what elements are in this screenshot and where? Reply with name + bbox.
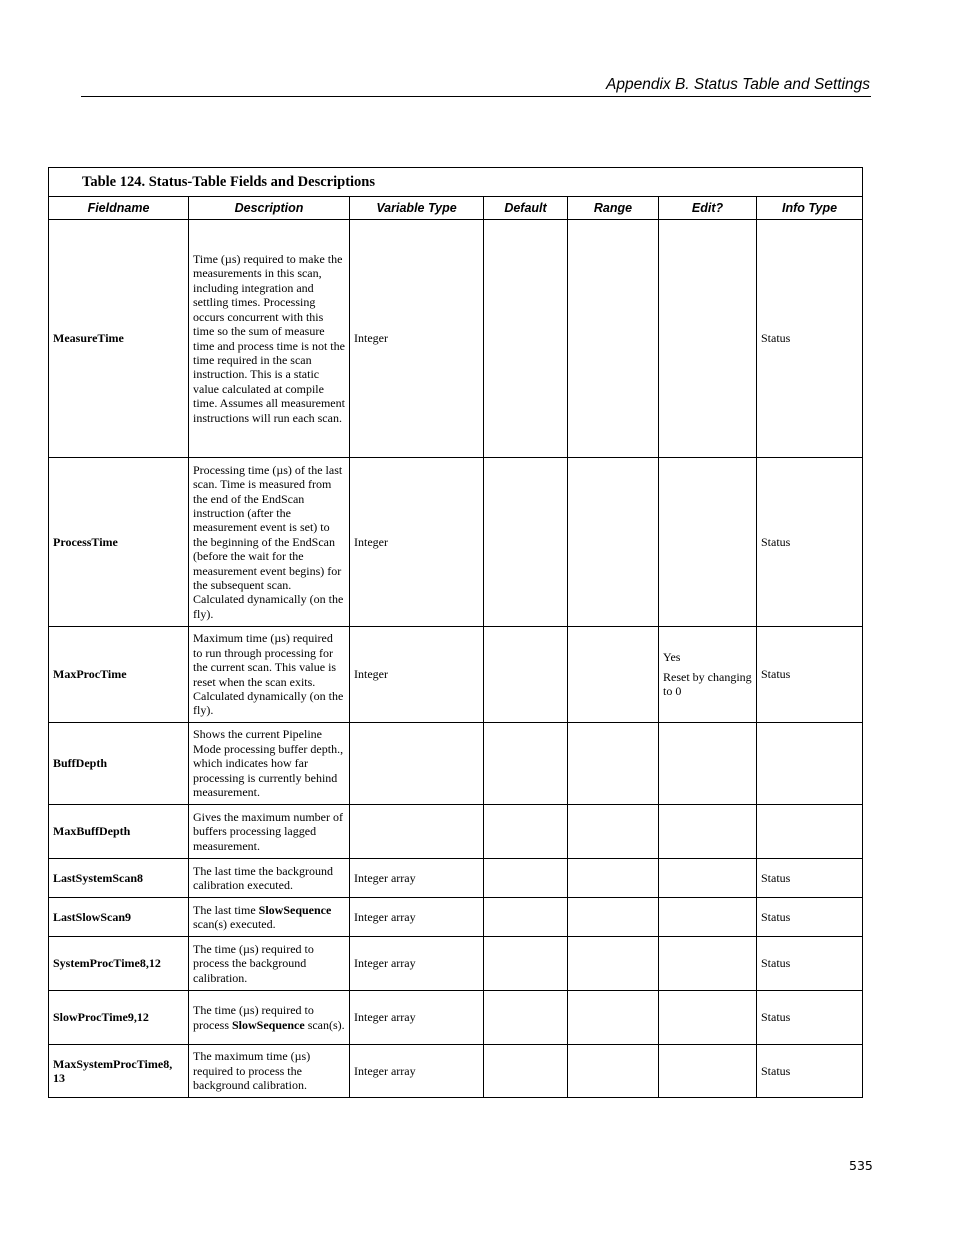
variable-type-cell: Integer array xyxy=(350,991,484,1045)
range-cell xyxy=(568,220,659,458)
edit-cell xyxy=(659,627,757,723)
default-cell xyxy=(484,859,568,898)
column-header-edit: Edit? xyxy=(659,197,757,220)
fieldname-cell: SystemProcTime8,12 xyxy=(49,937,189,991)
description-emphasis: SlowSequence xyxy=(258,902,332,917)
fieldname-cell: MaxProcTime xyxy=(49,627,189,723)
status-table xyxy=(48,167,863,1098)
range-cell xyxy=(568,458,659,627)
range-cell xyxy=(568,991,659,1045)
edit-cell xyxy=(659,723,757,805)
table-row xyxy=(49,859,863,898)
description-text: Processing time (µs) of the last scan. Time is measured from the end of the EndScan instruction (after the measurement event is set) to the beginning of the EndScan (before the wait for the measurement event begins) for the subsequent scan. Calculated dynamically (on the fly). xyxy=(193,462,344,621)
variable-type-cell xyxy=(350,723,484,805)
fieldname-cell: SlowProcTime9,12 xyxy=(49,991,189,1045)
info-type-cell: Status xyxy=(757,859,863,898)
default-cell xyxy=(484,1045,568,1098)
variable-type-cell: Integer xyxy=(350,220,484,458)
edit-line: Reset by changing to 0 xyxy=(663,669,752,699)
info-type-cell xyxy=(757,723,863,805)
default-cell xyxy=(484,458,568,627)
description-text: scan(s). xyxy=(304,1017,345,1032)
info-type-cell xyxy=(757,805,863,859)
range-cell xyxy=(568,859,659,898)
variable-type-cell: Integer xyxy=(350,458,484,627)
table-row xyxy=(49,805,863,859)
table-row xyxy=(49,898,863,937)
fieldname-cell: BuffDepth xyxy=(49,723,189,805)
edit-line: Yes xyxy=(663,650,681,665)
description-text: The last time xyxy=(193,902,259,917)
column-header-variable-type: Variable Type xyxy=(350,197,484,220)
default-cell xyxy=(484,220,568,458)
range-cell xyxy=(568,805,659,859)
info-type-cell: Status xyxy=(757,220,863,458)
page-header-title: Appendix B. Status Table and Settings xyxy=(606,76,870,93)
table-row xyxy=(49,991,863,1045)
header-rule xyxy=(81,96,871,97)
info-type-cell: Status xyxy=(757,1045,863,1098)
default-cell xyxy=(484,937,568,991)
default-cell xyxy=(484,723,568,805)
edit-cell xyxy=(659,859,757,898)
info-type-cell: Status xyxy=(757,991,863,1045)
table-row xyxy=(49,937,863,991)
variable-type-cell: Integer array xyxy=(350,859,484,898)
table-row xyxy=(49,1045,863,1098)
column-header-default: Default xyxy=(484,197,568,220)
description-text: Gives the maximum number of buffers processing lagged measurement. xyxy=(193,809,343,853)
description-cell xyxy=(189,991,350,1045)
default-cell xyxy=(484,898,568,937)
column-header-range: Range xyxy=(568,197,659,220)
default-cell xyxy=(484,991,568,1045)
variable-type-cell: Integer array xyxy=(350,1045,484,1098)
range-cell xyxy=(568,898,659,937)
table-header-row xyxy=(49,197,863,220)
fieldname-cell: MeasureTime xyxy=(49,220,189,458)
edit-cell xyxy=(659,937,757,991)
description-text: Time (µs) required to make the measurements in this scan, including integration and settling times. Processing occurs concurrent with this time so the sum of measure time and process time is not the time required in the scan instruction. This is a static value calculated at compile time. Assumes all measurement instructions will run each scan. xyxy=(193,252,345,425)
table-row xyxy=(49,627,863,723)
edit-cell xyxy=(659,991,757,1045)
variable-type-cell: Integer xyxy=(350,627,484,723)
range-cell xyxy=(568,1045,659,1098)
table-row xyxy=(49,723,863,805)
page-number: 535 xyxy=(849,1158,873,1173)
info-type-cell: Status xyxy=(757,937,863,991)
description-text: The time (µs) required to process xyxy=(193,1003,314,1032)
description-cell xyxy=(189,627,350,723)
edit-cell xyxy=(659,805,757,859)
fieldname-cell: MaxBuffDepth xyxy=(49,805,189,859)
default-cell xyxy=(484,805,568,859)
description-text: scan(s) executed. xyxy=(193,917,276,931)
table-row xyxy=(49,220,863,458)
edit-cell xyxy=(659,1045,757,1098)
column-header-description: Description xyxy=(189,197,350,220)
fieldname-cell: MaxSystemProcTime8, 13 xyxy=(49,1045,189,1098)
description-emphasis: SlowSequence xyxy=(232,1017,305,1032)
edit-cell xyxy=(659,220,757,458)
column-header-info-type: Info Type xyxy=(757,197,863,220)
range-cell xyxy=(568,723,659,805)
description-text: Shows the current Pipeline Mode processing buffer depth., which indicates how far processing is currently behind measurement. xyxy=(193,727,344,800)
description-cell xyxy=(189,898,350,937)
info-type-cell: Status xyxy=(757,898,863,937)
description-text: The last time the background calibration executed. xyxy=(193,863,333,892)
range-cell xyxy=(568,937,659,991)
description-text: The time (µs) required to process the background calibration. xyxy=(193,941,314,985)
table-row xyxy=(49,458,863,627)
info-type-cell: Status xyxy=(757,458,863,627)
fieldname-cell: LastSlowScan9 xyxy=(49,898,189,937)
description-cell xyxy=(189,458,350,627)
edit-cell xyxy=(659,898,757,937)
description-cell xyxy=(189,805,350,859)
description-text: The maximum time (µs) required to process the background calibration. xyxy=(193,1049,311,1093)
table-caption: Table 124. Status-Table Fields and Descriptions xyxy=(49,168,863,197)
edit-cell xyxy=(659,458,757,627)
variable-type-cell xyxy=(350,805,484,859)
description-cell xyxy=(189,859,350,898)
table-body xyxy=(49,220,863,1098)
column-header-fieldname: Fieldname xyxy=(49,197,189,220)
description-cell xyxy=(189,220,350,458)
description-cell xyxy=(189,937,350,991)
description-cell xyxy=(189,723,350,805)
description-cell xyxy=(189,1045,350,1098)
fieldname-cell: ProcessTime xyxy=(49,458,189,627)
fieldname-cell: LastSystemScan8 xyxy=(49,859,189,898)
range-cell xyxy=(568,627,659,723)
variable-type-cell: Integer array xyxy=(350,898,484,937)
description-text: Maximum time (µs) required to run through processing for the current scan. This value is reset when the scan exits. Calculated dynamically (on the fly). xyxy=(193,631,344,718)
variable-type-cell: Integer array xyxy=(350,937,484,991)
default-cell xyxy=(484,627,568,723)
info-type-cell: Status xyxy=(757,627,863,723)
